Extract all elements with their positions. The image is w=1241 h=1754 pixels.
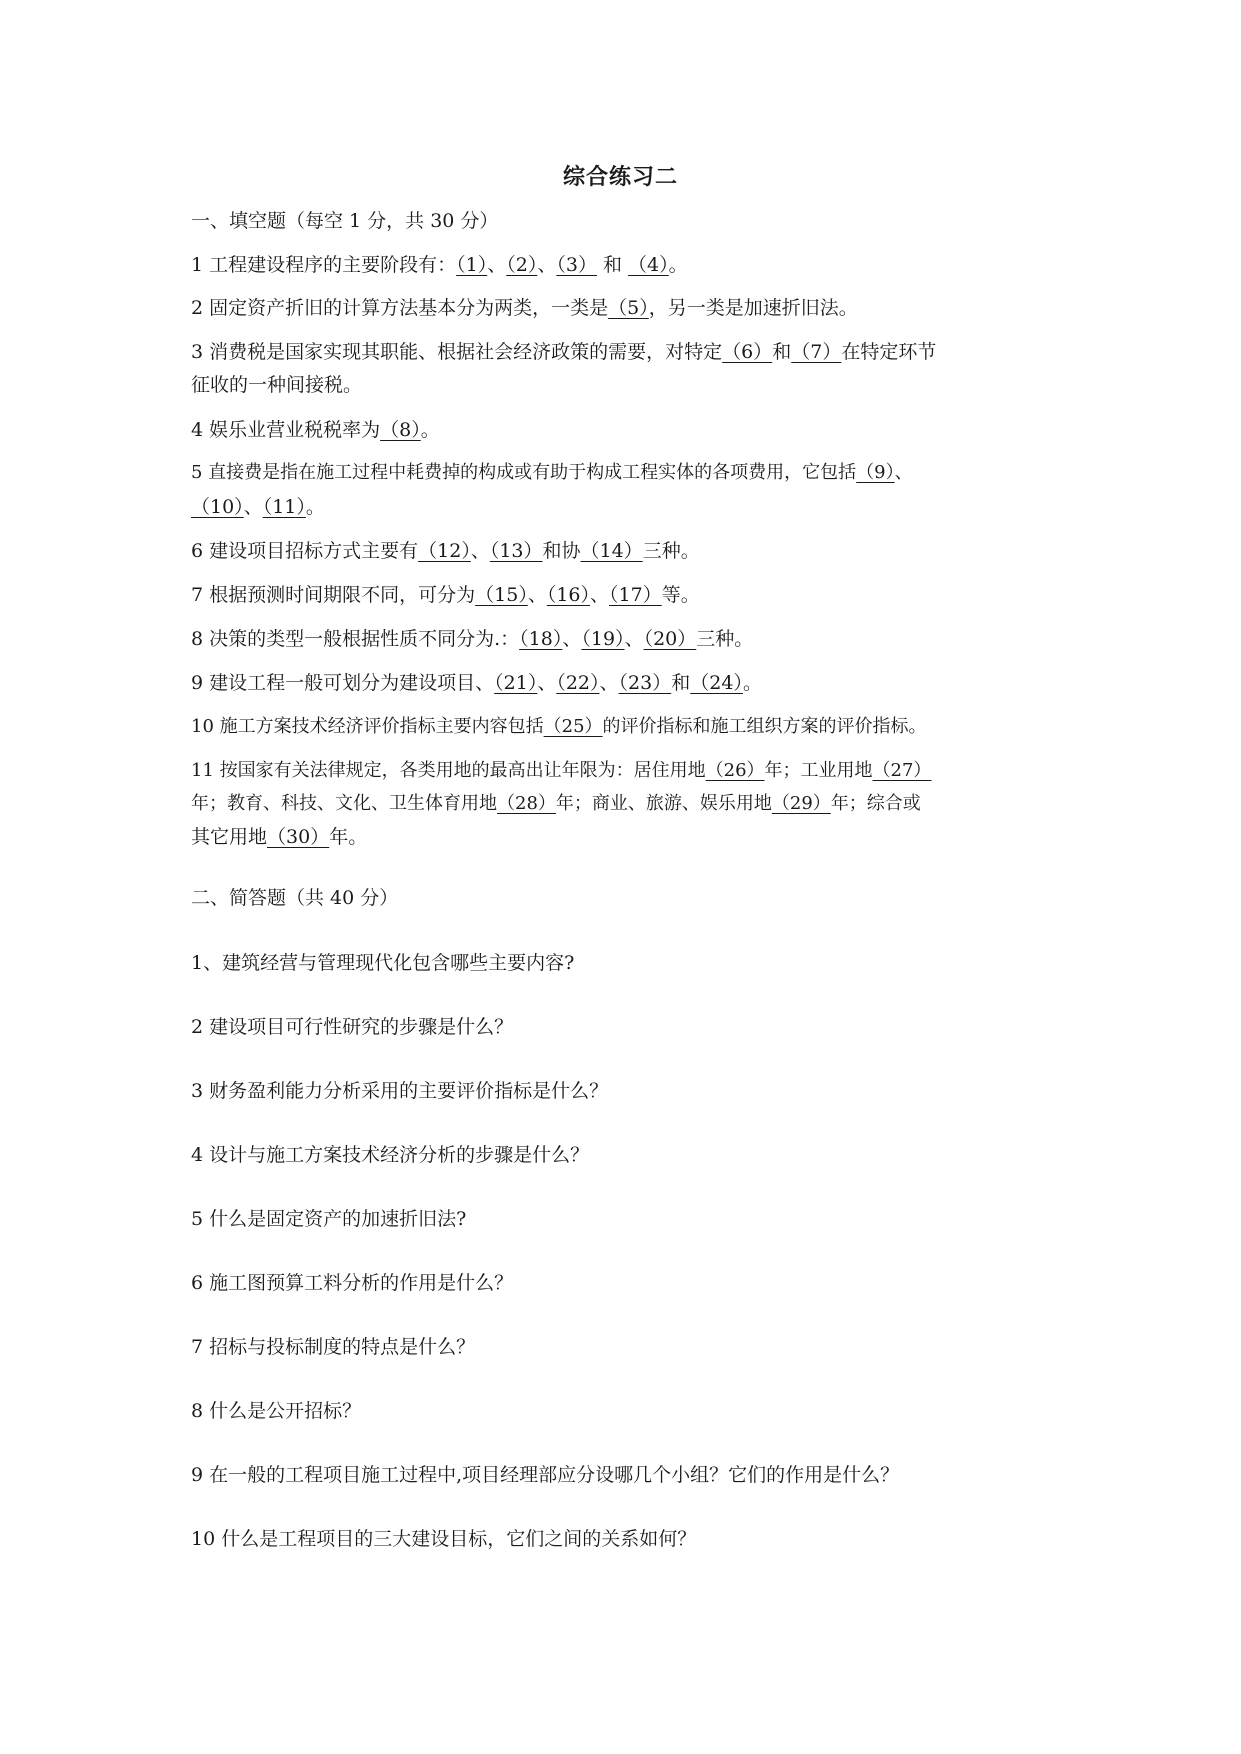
fill-question-9: 9 建设工程一般可划分为建设项目、（21）、（22）、（23）和（24）。 xyxy=(191,672,762,694)
fill-question-6: 6 建设项目招标方式主要有（12）、（13）和协（14）三种。 xyxy=(191,540,700,562)
short-question-8: 8 什么是公开招标？ xyxy=(191,1400,362,1422)
blank-10: （10） xyxy=(191,496,244,518)
fill-question-11-cont2: 其它用地（30）年。 xyxy=(191,826,368,848)
blank-19: （19） xyxy=(581,628,625,650)
blank-9: （9） xyxy=(856,462,895,483)
short-question-9: 9 在一般的工程项目施工过程中,项目经理部应分设哪几个小组？它们的作用是什么？ xyxy=(191,1464,900,1486)
blank-12: （12） xyxy=(418,540,471,562)
blank-16: （16） xyxy=(546,584,591,606)
blank-17: （17） xyxy=(609,584,662,606)
blank-7: （7） xyxy=(791,341,842,363)
blank-20: （20） xyxy=(643,628,697,650)
blank-3: （3） xyxy=(556,254,597,276)
fill-question-8: 8 决策的类型一般根据性质不同分为.：（18）、（19）、（20）三种。 xyxy=(191,628,754,650)
short-question-1: 1、建筑经营与管理现代化包含哪些主要内容? xyxy=(191,952,575,974)
fill-question-3-cont: 征收的一种间接税。 xyxy=(191,374,363,396)
short-question-7: 7 招标与投标制度的特点是什么？ xyxy=(191,1336,476,1358)
short-question-6: 6 施工图预算工料分析的作用是什么？ xyxy=(191,1272,514,1294)
blank-21: （21） xyxy=(494,672,538,694)
blank-4: （4） xyxy=(628,254,669,276)
blank-27: （27） xyxy=(872,760,932,781)
blank-8: （8） xyxy=(380,419,421,441)
blank-22: （22） xyxy=(556,672,600,694)
short-question-5: 5 什么是固定资产的加速折旧法? xyxy=(191,1208,467,1230)
blank-1: （1） xyxy=(456,254,488,276)
fill-question-1: 1 工程建设程序的主要阶段有：（1）、（2）、（3） 和 （4）。 xyxy=(191,254,688,276)
blank-13: （13） xyxy=(489,540,543,562)
section1-heading: 一、填空题（每空 1 分，共 30 分） xyxy=(191,210,499,232)
fill-question-11: 11 按国家有关法律规定，各类用地的最高出让年限为：居住用地（26）年；工业用地（27） xyxy=(191,760,932,781)
blank-25: （25） xyxy=(543,716,603,737)
blank-28: （28） xyxy=(497,793,556,814)
blank-23: （23） xyxy=(618,672,672,694)
blank-26: （26） xyxy=(705,760,765,781)
fill-question-3: 3 消费税是国家实现其职能、根据社会经济政策的需要，对特定（6）和（7）在特定环节 xyxy=(191,341,937,363)
blank-30: （30） xyxy=(267,826,330,848)
short-question-2: 2 建设项目可行性研究的步骤是什么？ xyxy=(191,1016,514,1038)
blank-11: （11） xyxy=(262,496,306,518)
document-title: 综合练习二 xyxy=(562,164,678,190)
blank-2: （2） xyxy=(506,254,538,276)
blank-15: （15） xyxy=(475,584,528,606)
fill-question-11-cont1: 年；教育、科技、文化、卫生体育用地（28）年；商业、旅游、娱乐用地（29）年；综合或 xyxy=(191,793,921,814)
blank-6: （6） xyxy=(722,341,773,363)
fill-question-7: 7 根据预测时间期限不同，可分为（15）、（16）、（17）等。 xyxy=(191,584,700,606)
fill-question-2: 2 固定资产折旧的计算方法基本分为两类，一类是（5），另一类是加速折旧法。 xyxy=(191,297,858,319)
blank-14: （14） xyxy=(580,540,643,562)
short-question-3: 3 财务盈利能力分析采用的主要评价指标是什么？ xyxy=(191,1080,609,1102)
fill-question-5-cont: （10）、（11）。 xyxy=(191,496,325,518)
fill-question-4: 4 娱乐业营业税税率为（8）。 xyxy=(191,419,440,441)
fill-question-10: 10 施工方案技术经济评价指标主要内容包括（25）的评价指标和施工组织方案的评价指标。 xyxy=(191,716,927,737)
blank-18: （18） xyxy=(519,628,563,650)
blank-5: （5） xyxy=(608,297,649,319)
fill-question-5: 5 直接费是指在施工过程中耗费掉的构成或有助于构成工程实体的各项费用，它包括（9）、 xyxy=(191,462,913,483)
short-question-4: 4 设计与施工方案技术经济分析的步骤是什么？ xyxy=(191,1144,590,1166)
blank-24: （24） xyxy=(690,672,743,694)
section2-heading: 二、简答题（共 40 分） xyxy=(191,887,399,909)
short-question-10: 10 什么是工程项目的三大建设目标，它们之间的关系如何？ xyxy=(191,1528,697,1550)
blank-29: （29） xyxy=(771,793,831,814)
